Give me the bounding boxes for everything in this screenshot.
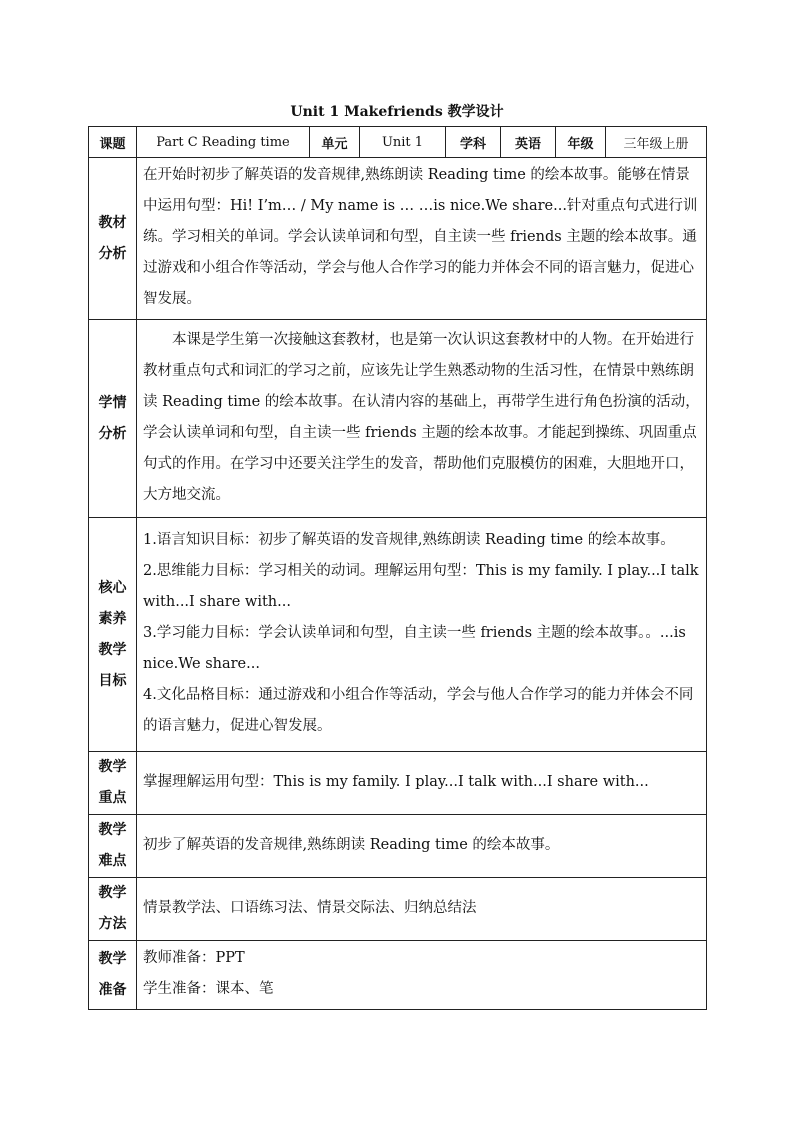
subject-label: 学科 (446, 127, 501, 158)
difficulties-text: 初步了解英语的发音规律,熟练朗读 Reading time 的绘本故事。 (137, 815, 707, 878)
document-title: Unit 1 Makefriends 教学设计 (290, 104, 504, 120)
methods-text: 情景教学法、口语练习法、情景交际法、归纳总结法 (137, 878, 707, 941)
methods-label: 教学 方法 (89, 878, 137, 941)
students-row (89, 320, 707, 518)
preparation-text (137, 941, 707, 1010)
difficulties-row (89, 815, 707, 878)
material-text: 在开始时初步了解英语的发音规律,熟练朗读 Reading time 的绘本故事。能够在情景中运用句型：Hi! I’m… / My name is … …is nice.We share...针对重点句式进行训练。学习相关的单词。学会认读单词和句型，自主读一些 friends 主题的绘本故事。通过游戏和小组合作等活动，学会与他人合作学习的能力并体会不同的语言魅力，促进心智发展。 (137, 158, 707, 320)
grade-value: 三年级上册 (606, 127, 707, 158)
unit-value: Unit 1 (360, 127, 446, 158)
goal-item: 1.语言知识目标：初步了解英语的发音规律,熟练朗读 Reading time 的绘本故事。 (143, 532, 675, 548)
key-points-label: 教学 重点 (89, 752, 137, 815)
unit-label: 单元 (310, 127, 360, 158)
preparation-row (89, 941, 707, 1010)
material-label: 教材 分析 (89, 158, 137, 320)
teacher-preparation: 教师准备：PPT (143, 950, 245, 966)
goal-item: 4.文化品格目标：通过游戏和小组合作等活动，学会与他人合作学习的能力并体会不同的语言魅力，促进心智发展。 (143, 687, 694, 734)
lesson-plan-table (88, 126, 707, 1010)
topic-value: Part C Reading time (137, 127, 310, 158)
header-row (89, 127, 707, 158)
subject-value: 英语 (501, 127, 556, 158)
key-points-text: 掌握理解运用句型：This is my family. I play...I talk with...I share with... (137, 752, 707, 815)
students-label: 学情 分析 (89, 320, 137, 518)
goals-text (137, 518, 707, 752)
material-row (89, 158, 707, 320)
difficulties-label: 教学 难点 (89, 815, 137, 878)
methods-row (89, 878, 707, 941)
student-preparation: 学生准备：课本、笔 (143, 981, 274, 997)
goals-row (89, 518, 707, 752)
grade-label: 年级 (556, 127, 606, 158)
goal-item: 3.学习能力目标：学会认读单词和句型，自主读一些 friends 主题的绘本故事。。...is nice.We share... (143, 625, 686, 672)
students-text: 本课是学生第一次接触这套教材，也是第一次认识这套教材中的人物。在开始进行教材重点句式和词汇的学习之前，应该先让学生熟悉动物的生活习性，在情景中熟练朗读 Reading time 的绘本故事。在认清内容的基础上，再带学生进行角色扮演的活动，学会认读单词和句型，自主读一些 friends 主题的绘本故事。才能起到操练、巩固重点句式的作用。在学习中还要关注学生的发音，帮助他们克服模仿的困难，大胆地开口，大方地交流。 (137, 320, 707, 518)
goals-label: 核心 素养 教学 目标 (89, 518, 137, 752)
key-points-row (89, 752, 707, 815)
preparation-label: 教学 准备 (89, 941, 137, 1010)
goal-item: 2.思维能力目标：学习相关的动词。理解运用句型：This is my family. I play...I talk with...I share with... (143, 563, 699, 610)
topic-label: 课题 (89, 127, 137, 158)
